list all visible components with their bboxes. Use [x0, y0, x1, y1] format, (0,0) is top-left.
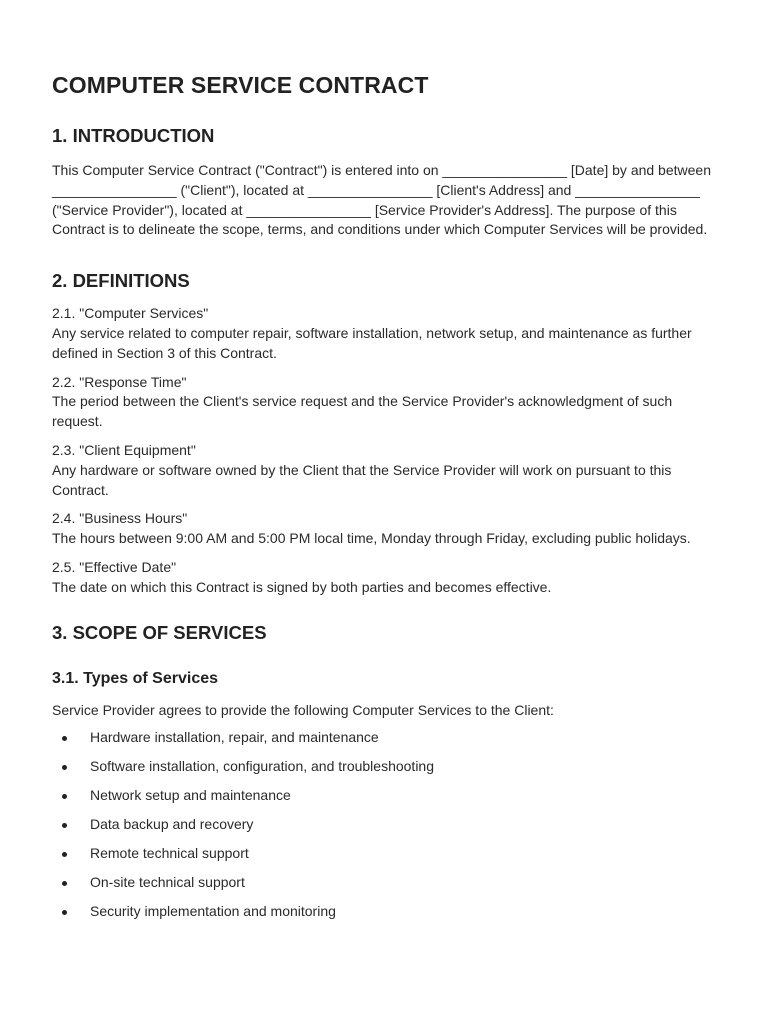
service-label: Data backup and recovery	[90, 816, 254, 833]
section-heading-scope: 3. SCOPE OF SERVICES	[52, 621, 267, 643]
definition-item	[52, 373, 724, 432]
list-item	[52, 728, 724, 747]
subsection-heading-types: 3.1. Types of Services	[52, 669, 219, 687]
service-label: Software installation, configuration, and troubleshooting	[90, 758, 434, 775]
contract-document	[52, 68, 724, 931]
list-item	[52, 757, 724, 776]
service-label: Remote technical support	[90, 845, 249, 862]
definition-term: 2.4. "Business Hours"	[52, 510, 188, 527]
section-heading-introduction: 1. INTRODUCTION	[52, 125, 215, 146]
definition-text: Any hardware or software owned by the Client that the Service Provider will work on pursuant to this Contract.	[52, 461, 672, 498]
introduction-paragraph: This Computer Service Contract ("Contract") is entered into on ________________ [Date] by and between ________________ ("Client"), located at ________________ [Client's Address] and ________________ ("Service Provider"), located at ________________ [Service Provider's Address]. The purpose of this Contract is to delineate the scope, terms, and conditions under which Computer Services will be provided.	[52, 162, 711, 238]
service-label: Hardware installation, repair, and maintenance	[90, 729, 379, 746]
services-intro-paragraph: Service Provider agrees to provide the following Computer Services to the Client:	[52, 701, 554, 718]
definition-term: 2.3. "Client Equipment"	[52, 441, 196, 458]
document-title: COMPUTER SERVICE CONTRACT	[52, 72, 429, 98]
definition-term: 2.5. "Effective Date"	[52, 558, 177, 575]
list-item	[52, 873, 724, 892]
list-item	[52, 844, 724, 863]
definition-text: The date on which this Contract is signed by both parties and becomes effective.	[52, 578, 552, 595]
definition-item	[52, 304, 724, 363]
bullet-icon	[62, 852, 67, 857]
definition-item	[52, 558, 724, 598]
definition-term: 2.2. "Response Time"	[52, 373, 187, 390]
bullet-icon	[62, 881, 67, 886]
bullet-icon	[62, 910, 67, 915]
definition-term: 2.1. "Computer Services"	[52, 305, 209, 322]
service-label: Network setup and maintenance	[90, 787, 291, 804]
services-list	[52, 728, 724, 921]
list-item	[52, 815, 724, 834]
definition-text: Any service related to computer repair, software installation, network setup, and maintenance as further defined in Section 3 of this Contract.	[52, 324, 692, 361]
service-label: On-site technical support	[90, 874, 245, 891]
list-item	[52, 786, 724, 805]
definition-item	[52, 509, 724, 549]
bullet-icon	[62, 736, 67, 741]
bullet-icon	[62, 823, 67, 828]
definitions-list	[52, 304, 724, 597]
definition-item	[52, 441, 724, 500]
bullet-icon	[62, 794, 67, 799]
list-item	[52, 902, 724, 921]
definition-text: The period between the Client's service request and the Service Provider's acknowledgment of such request.	[52, 393, 673, 430]
bullet-icon	[62, 765, 67, 770]
service-label: Security implementation and monitoring	[90, 903, 336, 920]
section-heading-definitions: 2. DEFINITIONS	[52, 270, 190, 292]
definition-text: The hours between 9:00 AM and 5:00 PM local time, Monday through Friday, excluding public holidays.	[52, 530, 691, 547]
